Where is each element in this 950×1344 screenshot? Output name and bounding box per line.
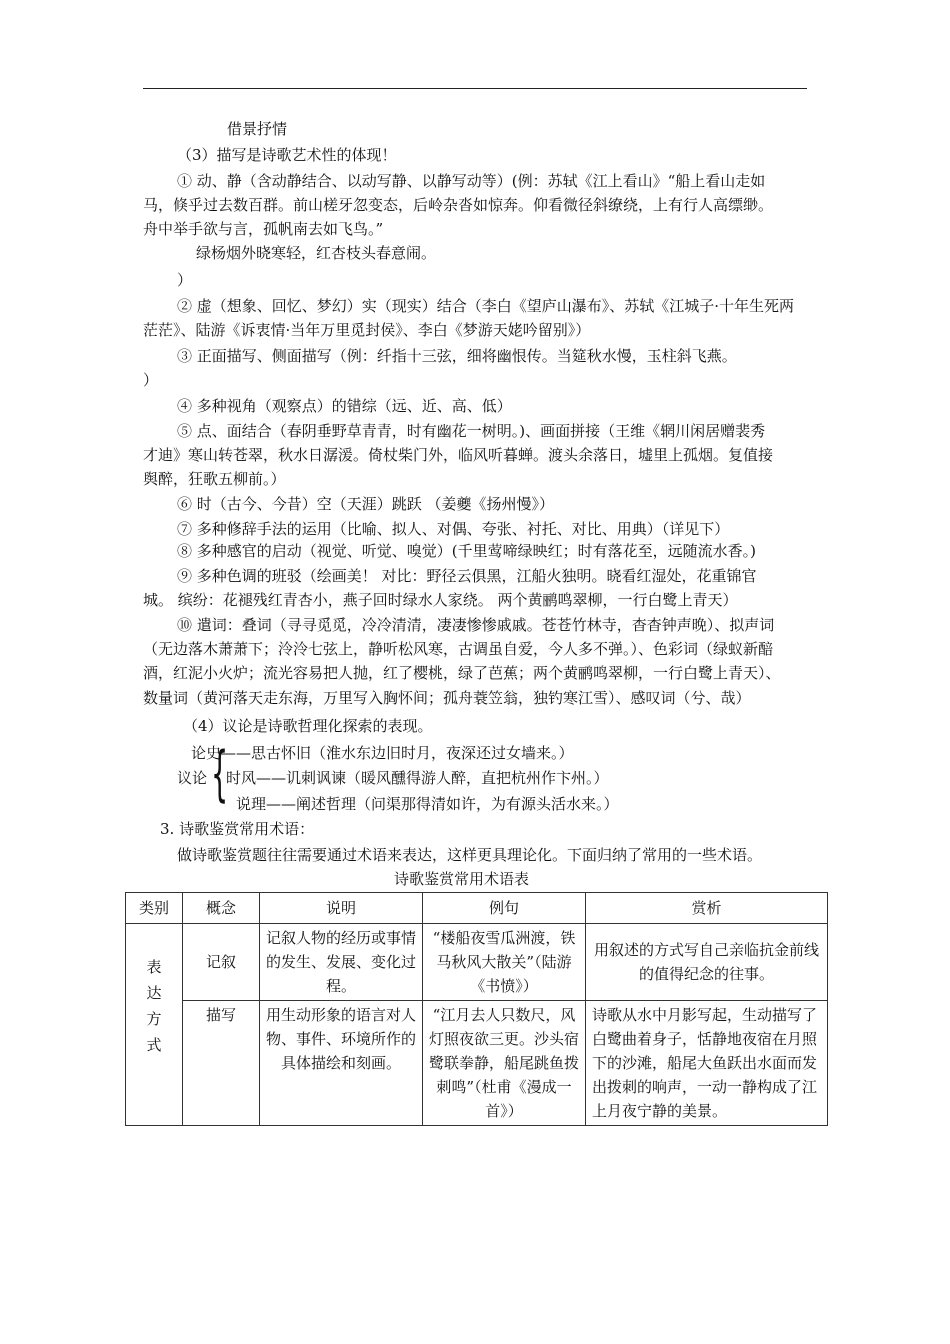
text-line: 才迪》寒山转苍翠，秋水日潺湲。倚杖柴门外，临风听暮蝉。渡头余落日，墟里上孤烟。复值接 [143, 446, 774, 464]
text-line: ） [143, 371, 159, 389]
explain-cell: 记叙人物的经历或事情的发生、发展、变化过程。 [260, 924, 423, 1001]
table-header-row [126, 893, 828, 924]
text-line: （无边落木萧萧下；泠泠七弦上，静听松风寒，古调虽自爱，今人多不弹。）、色彩词（绿蚁新醅 [143, 640, 774, 658]
category-cell: 表达方式 [126, 924, 183, 1126]
text-line: ④ 多种视角（观察点）的错综（远、近、高、低） [177, 397, 512, 415]
brace-icon: { [211, 739, 229, 809]
text-line: 舆醉，狂歌五柳前。） [143, 470, 286, 488]
text-line: 时风——讥刺讽谏（暖风醺得游人醉，直把杭州作卞州。） [226, 769, 609, 787]
text-line: ⑥ 时（古今、今昔）空（天涯）跳跃 （姜夔《扬州慢》） [177, 495, 555, 513]
analysis-cell: 诗歌从水中月影写起，生动描写了白鹭曲着身子，恬静地夜宿在月照下的沙滩，船尾大鱼跃出水面而发出拨刺的响声，一动一静构成了江上月夜宁静的美景。 [586, 1001, 828, 1126]
section-heading: 3. 诗歌鉴赏常用术语： [160, 820, 315, 838]
example-cell: “江月去人只数尺，风灯照夜欲三更。沙头宿鹭联拳静，船尾跳鱼拨刺鸣”（杜甫《漫成一首》） [423, 1001, 586, 1126]
table-row [126, 924, 828, 1001]
terms-table [125, 892, 828, 1126]
text-line: ⑧ 多种感官的启动（视觉、听觉、嗅觉）(千里莺啼绿映红；时有落花至，远随流水香。) [177, 542, 756, 560]
section-heading: （4）议论是诗歌哲理化探索的表现。 [183, 717, 433, 735]
text-line: 马，倏乎过去数百群。前山槎牙忽变态，后岭杂沓如惊奔。仰看微径斜缭绕，上有行人高缥缈。 [143, 196, 774, 214]
text-line: 说理——阐述哲理（问渠那得清如许，为有源头活水来。） [236, 795, 619, 813]
text-line: ① 动、静（含动静结合、以动写静、以静写动等）(例：苏轼《江上看山》“船上看山走如 [177, 172, 766, 190]
text-line: ⑤ 点、面结合（春阴垂野草青青，时有幽花一树明。)、画面拼接（王维《辋川闲居赠裴秀 [177, 422, 766, 440]
column-header: 类别 [126, 893, 183, 924]
text-line: ② 虚（想象、回忆、梦幻）实（现实）结合（李白《望庐山瀑布》、苏轼《江城子·十年生死两 [177, 297, 795, 315]
text-line: 借景抒情 [227, 120, 288, 138]
analysis-cell: 用叙述的方式写自己亲临抗金前线的值得纪念的往事。 [586, 924, 828, 1001]
text-line: 绿杨烟外晓寒轻，红杏枝头春意闹。 [196, 244, 437, 262]
table-row [126, 1001, 828, 1126]
header-rule [143, 88, 807, 89]
column-header: 例句 [423, 893, 586, 924]
explain-cell: 用生动形象的语言对人物、事件、环境所作的具体描绘和刻画。 [260, 1001, 423, 1126]
table-caption: 诗歌鉴赏常用术语表 [394, 870, 530, 888]
column-header: 说明 [260, 893, 423, 924]
text-line: 城。 缤纷：花褪残红青杏小，燕子回时绿水人家绕。 两个黄鹂鸣翠柳，一行白鹭上青天） [143, 591, 738, 609]
text-line: 酒，红泥小火炉；流光容易把人抛，红了樱桃，绿了芭蕉；两个黄鹂鸣翠柳，一行白鹭上青天）、 [143, 664, 781, 682]
text-line: 做诗歌鉴赏题往往需要通过术语来表达，这样更具理论化。下面归纳了常用的一些术语。 [177, 846, 763, 864]
section-heading: （3）描写是诗歌艺术性的体现！ [177, 146, 397, 164]
concept-cell: 描写 [183, 1001, 260, 1126]
text-line: ⑨ 多种色调的班驳（绘画美！ 对比：野径云俱黑，江船火独明。晓看红湿处，花重锦官 [177, 567, 757, 585]
text-line: 舟中举手欲与言，孤帆南去如飞鸟。” [143, 220, 384, 238]
text-line: ③ 正面描写、侧面描写（例：纤指十三弦，细将幽恨传。当筵秋水慢，玉柱斜飞燕。 [177, 347, 737, 365]
column-header: 赏析 [586, 893, 828, 924]
text-line: ） [177, 271, 193, 289]
column-header: 概念 [183, 893, 260, 924]
text-line: ⑩ 遣词：叠词（寻寻觅觅，冷冷清清，凄凄惨惨戚戚。苍苍竹林寺，杳杳钟声晚）、拟声词 [177, 616, 775, 634]
example-cell: “楼船夜雪瓜洲渡，铁马秋风大散关”（陆游《书愤》） [423, 924, 586, 1001]
text-line: 数量词（黄河落天走东海，万里写入胸怀间；孤舟蓑笠翁，独钓寒江雪）、感叹词（兮、哉） [143, 689, 751, 707]
text-line: 论史——思古怀旧（淮水东边旧时月，夜深还过女墙来。） [191, 744, 574, 762]
text-line: 议论 [177, 769, 208, 787]
text-line: 茫茫》、陆游《诉衷情·当年万里觅封侯》、李白《梦游天姥吟留别》） [143, 321, 591, 339]
text-line: ⑦ 多种修辞手法的运用（比喻、拟人、对偶、夸张、衬托、对比、用典）（详见下） [177, 520, 730, 538]
concept-cell: 记叙 [183, 924, 260, 1001]
